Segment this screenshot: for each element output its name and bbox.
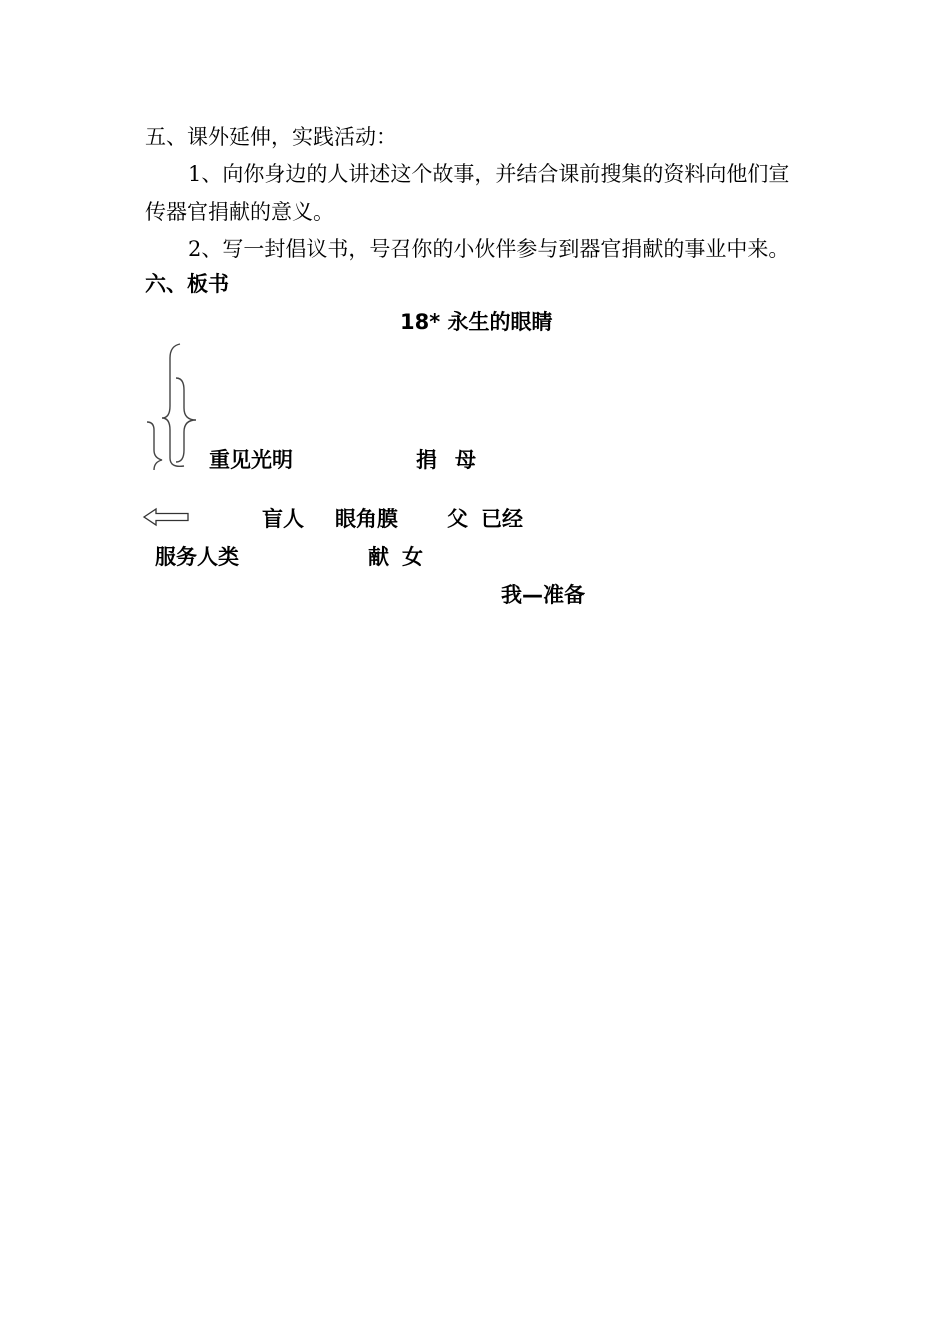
blind-person-label: 盲人 — [262, 507, 304, 531]
donate-label: 捐 — [416, 448, 437, 472]
large-brace-shape — [162, 344, 184, 466]
inner-brace-shape — [176, 378, 196, 462]
offer-label: 献 — [368, 545, 389, 569]
regain-light-label: 重见光明 — [209, 448, 293, 472]
already-label: 已经 — [481, 507, 523, 531]
small-brace-shape — [147, 422, 162, 470]
father-label: 父 — [447, 507, 468, 531]
activity-item-2: 2、写一封倡议书，号召你的小伙伴参与到器官捐献的事业中来。 — [188, 237, 790, 261]
mother-label: 母 — [455, 448, 476, 472]
serve-humanity-label: 服务人类 — [155, 545, 239, 569]
blackboard-title: 18* 永生的眼睛 — [400, 310, 553, 334]
daughter-label: 女 — [402, 545, 423, 569]
cornea-label: 眼角膜 — [335, 507, 398, 531]
left-arrow-icon — [142, 506, 192, 528]
brace-diagram — [140, 340, 210, 475]
me-prepare-label: 我—准备 — [501, 583, 585, 607]
activity-item-1-line-2: 传器官捐献的意义。 — [145, 200, 334, 224]
section-five-heading: 五、课外延伸，实践活动： — [145, 125, 397, 149]
activity-item-1-line-1: 1、向你身边的人讲述这个故事，并结合课前搜集的资料向他们宣 — [188, 162, 790, 186]
section-six-heading: 六、板书 — [145, 272, 229, 296]
